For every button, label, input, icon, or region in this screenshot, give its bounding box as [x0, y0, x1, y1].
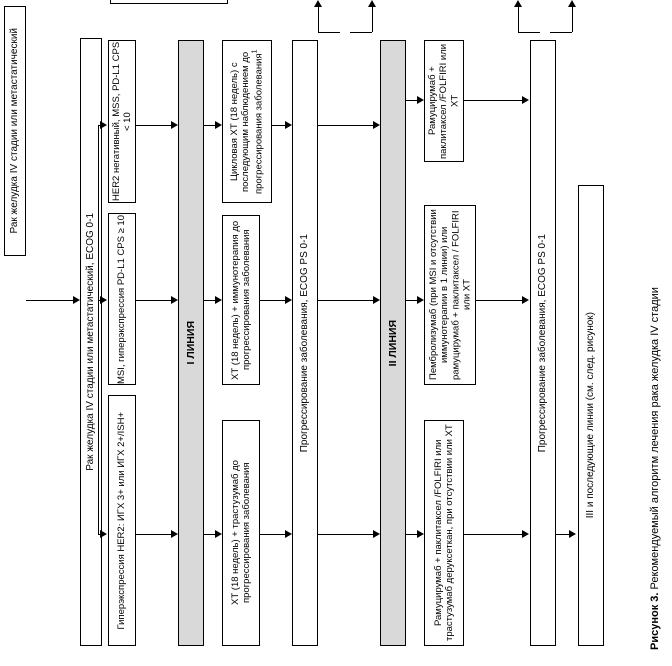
uparrow-a1 [314, 0, 322, 7]
connector-prog1-band2-c [318, 125, 373, 126]
arrow-prog1-band2-c [373, 121, 380, 129]
second-line-pembrolizumab: Пембролизумаб (при MSI и отсутствии иммунотерапии в 1 линии) или рамуцирумаб + паклитаксел / FOLFIRI или ХТ [424, 205, 476, 385]
footnote-marker: 1 [251, 49, 259, 54]
connector-her2-band [136, 534, 171, 535]
arrow-band-her2tx [215, 530, 222, 538]
band-line1: I ЛИНИЯ [178, 40, 204, 646]
caption-label: Рисунок 3. [649, 592, 662, 650]
biomarker-her2: Гиперэкспрессия HER2: ИГХ 3+ или ИГХ 2+/ISH+ [108, 395, 136, 646]
arrow-band-chemotx [215, 121, 222, 129]
top-partial-box [110, 0, 228, 4]
caption-text: Рекомендуемый алгоритм лечения рака желудка IV стадии [649, 287, 662, 593]
connector-prog2-line3 [556, 534, 570, 535]
connector-msi-band [136, 300, 171, 301]
second-line-ram-right: Рамуцирумаб + паклитаксел /FOLFIRI или ХТ [424, 40, 464, 162]
connector-msitx-prog1 [260, 300, 285, 301]
arrow-band-msitx [215, 296, 222, 304]
arrow-prog1-band2-a [373, 530, 380, 538]
connector-pembro-prog2 [476, 300, 522, 301]
connector-prog1-band2-a [318, 534, 373, 535]
connector-prog1-band2-b [318, 300, 373, 301]
header-left: Рак желудка IV стадии или метастатический [4, 6, 26, 256]
branch-trunk [98, 125, 99, 535]
treatment-chemo: Цикловая ХТ (18 недель) с последующим наблюдением до прогрессирования заболевания$^1$ [222, 40, 272, 203]
connector-ramright-prog2 [464, 100, 522, 101]
connector-her2tx-prog1 [260, 534, 285, 535]
arrow-msi-band [171, 296, 178, 304]
arrow-chemotx-prog1 [285, 121, 292, 129]
band-line3: III и последующие линии (см. след. рисунок) [578, 185, 604, 646]
connector-chemotx-prog1 [272, 125, 285, 126]
arrow-pembro-prog2 [522, 296, 529, 304]
header-second: Рак желудка IV стадии или метастатический, ECOG 0-1 [80, 38, 102, 646]
uparrow-b2 [568, 0, 576, 7]
arrow-her2tx-prog1 [285, 530, 292, 538]
connector-her2neg-band [136, 125, 171, 126]
arrow-msitx-prog1 [285, 296, 292, 304]
arrow-msi [100, 296, 107, 304]
arrow-ramright-prog2 [522, 96, 529, 104]
uparrow-b1 [514, 0, 522, 7]
uphook-b2 [550, 32, 572, 33]
arrow-her2-band [171, 530, 178, 538]
arrow-prog2-line3 [569, 530, 576, 538]
uphook-a2 [350, 32, 372, 33]
treatment-her2: ХТ (18 недель) + трастузумаб до прогрессирования заболевания [222, 420, 260, 646]
second-line-ram-left: Рамуцирумаб + паклитаксел /FOLFIRI или трастузумаб деруксеткан, при отсутствии или ХТ [424, 420, 464, 646]
uphook-a1 [318, 32, 340, 33]
biomarker-msi: MSI, гиперэкспрессия PD-L1 CPS ≥ 10 [108, 213, 136, 385]
arrow-her2neg [100, 121, 107, 129]
arrow-band2-ramleft [417, 530, 424, 538]
arrow-header [73, 296, 80, 304]
biomarker-her2neg: HER2 негативный, MSS, PD-L1 CPS < 10 [108, 40, 136, 203]
progression-1: Прогрессирование заболевания, ECOG PS 0-1 [292, 40, 318, 646]
arrow-ramleft-prog2 [522, 530, 529, 538]
arrow-her2 [100, 530, 107, 538]
arrow-prog1-band2-b [373, 296, 380, 304]
uphook-b1 [518, 32, 540, 33]
connector-ramleft-prog2 [464, 534, 522, 535]
connector-header [26, 300, 73, 301]
arrow-her2neg-band [171, 121, 178, 129]
arrow-band2-pembro [417, 296, 424, 304]
uparrow-a2 [368, 0, 376, 7]
treatment-msi: ХТ (18 недель) + иммунотерапия до прогрессирования заболевания [222, 215, 260, 385]
arrow-band2-ramright [417, 96, 424, 104]
progression-2: Прогрессирование заболевания, ECOG PS 0-1 [530, 40, 556, 646]
band-line2: II ЛИНИЯ [380, 40, 406, 646]
figure-caption [636, 130, 662, 650]
